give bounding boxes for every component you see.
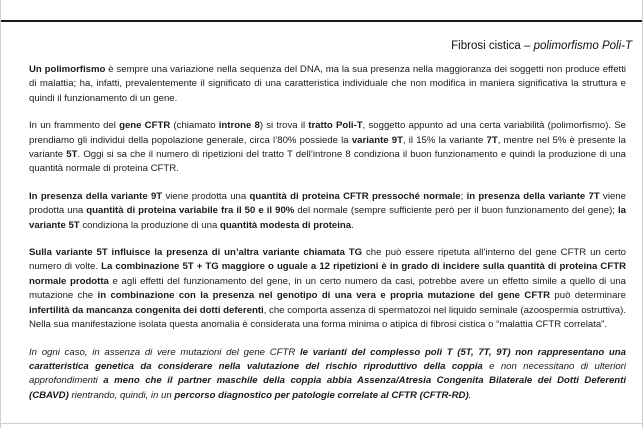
text-run: , il 15% la variante: [402, 134, 487, 146]
bold-text-run: 5T: [66, 149, 78, 161]
bold-text-run: 7T: [486, 134, 498, 146]
bold-text-run: in combinazione con la presenza nel genotipo di una vera e propria mutazione del gene CFTR: [97, 290, 550, 302]
text-run: rientrando, quindi, in un: [68, 389, 175, 401]
bold-text-run: gene CFTR: [119, 120, 171, 132]
paragraph-5: [29, 346, 626, 404]
bold-text-run: Un polimorfismo: [29, 64, 106, 75]
text-run: condiziona la produzione di una: [79, 219, 220, 231]
bold-text-run: tratto Poli-T: [308, 120, 363, 132]
text-run: . Oggi si sa che il numero di ripetizioni del tratto T dell’introne 8 condiziona il buon funzionamento e quindi la produzione di una quantità normale di proteina CFTR.: [29, 149, 627, 175]
text-run: può determinare: [550, 290, 626, 302]
bold-text-run: Sulla variante 5T influisce la presenza di un’altra variante chiamata TG: [29, 247, 363, 259]
bold-text-run: le varianti del complesso poli T (5T, 7T, 9T) non rappresentano una caratteristica genetica da considerare nella valutazione del rischio riproduttivo della coppia: [29, 346, 626, 372]
text-run: e agli effetti del funzionamento del gene, in un certo numero da casi, potrebbe avere un effetto simile a quello di una mutazione che: [29, 275, 626, 302]
text-run: è sempre una variazione nella sequenza del DNA, ma la sua presenza nella maggioranza dei soggetti non produce effetti di malattia; ha, infatti, prevalentemente il significato di una caratteristica individuale che non modifica in maniera significativa la struttura e quindi il funzionamento di un gene.: [29, 64, 627, 104]
text-run: , che comporta assenza di spermatozoi nel liquido seminale (azoospermia ostruttiva). Nella sua manifestazione isolata questa anomalia è considerata una forma minima o atipica di fibrosi cistica o “malattia CFTR correlata”.: [29, 304, 626, 331]
bold-text-run: introne 8: [218, 120, 260, 132]
text-run: In un frammento del: [29, 120, 120, 132]
paragraph-3: [29, 190, 626, 233]
bold-text-run: infertilità da mancanza congenita dei dotti deferenti: [29, 304, 264, 316]
page-header-title: [451, 40, 632, 52]
text-run: che può essere ripetuta all’interno del gene CFTR un certo numero di volte.: [29, 247, 626, 273]
text-run: (chiamato: [170, 120, 219, 132]
text-run: e non necessitano di ulteriori approfondimenti: [29, 360, 626, 387]
bold-text-run: In presenza della variante 9T: [29, 190, 163, 202]
text-run: .: [468, 389, 472, 401]
bold-text-run: La combinazione 5T + TG maggiore o uguale a 12 ripetizioni è in grado di incidere sulla quantità di proteina CFTR normale prodotta: [29, 261, 626, 287]
header-rule: [1, 20, 642, 22]
bold-text-run: quantità di proteina CFTR pressoché normale: [249, 190, 461, 202]
text-run: viene prodotta una: [162, 190, 250, 202]
footer-rule: [1, 423, 642, 424]
text-run: In ogni caso, in assenza di vere mutazioni del gene CFTR: [29, 346, 300, 358]
paragraph-2: [29, 119, 626, 177]
bold-text-run: variante 9T: [351, 134, 403, 146]
text-run: , soggetto appunto ad una certa variabilità (polimorfismo). Se prendiamo gli individui della popolazione generale, circa l’80% possiede la: [29, 120, 626, 146]
bold-text-run: la variante 5T: [29, 205, 626, 231]
bold-text-run: in presenza della variante 7T: [466, 190, 600, 202]
document-body: [29, 63, 626, 403]
text-run: del normale (sempre sufficiente però per il buon funzionamento del gene);: [294, 205, 618, 217]
header-title-plain: Fibrosi cistica –: [451, 40, 534, 52]
paragraph-4: [29, 246, 626, 332]
text-run: ) si trova il: [259, 120, 309, 132]
bold-text-run: quantità di proteina variabile fra il 50 e il 90%: [86, 205, 295, 217]
paragraph-1: [29, 63, 626, 106]
bold-text-run: quantità modesta di proteina: [219, 219, 352, 231]
bold-text-run: a meno che il partner maschile della coppia abbia Assenza/Atresia Congenita Bilaterale dei Dotti Deferenti (CBAVD): [29, 375, 626, 401]
text-run: .: [351, 219, 354, 231]
header-title-italic: polimorfismo Poli-T: [533, 40, 632, 52]
text-run: viene prodotta una: [29, 190, 626, 217]
bold-text-run: percorso diagnostico per patologie correlate al CFTR (CFTR-RD): [174, 389, 469, 401]
text-run: , mentre nel 5% è presente la variante: [29, 134, 626, 161]
text-run: ;: [460, 190, 467, 202]
